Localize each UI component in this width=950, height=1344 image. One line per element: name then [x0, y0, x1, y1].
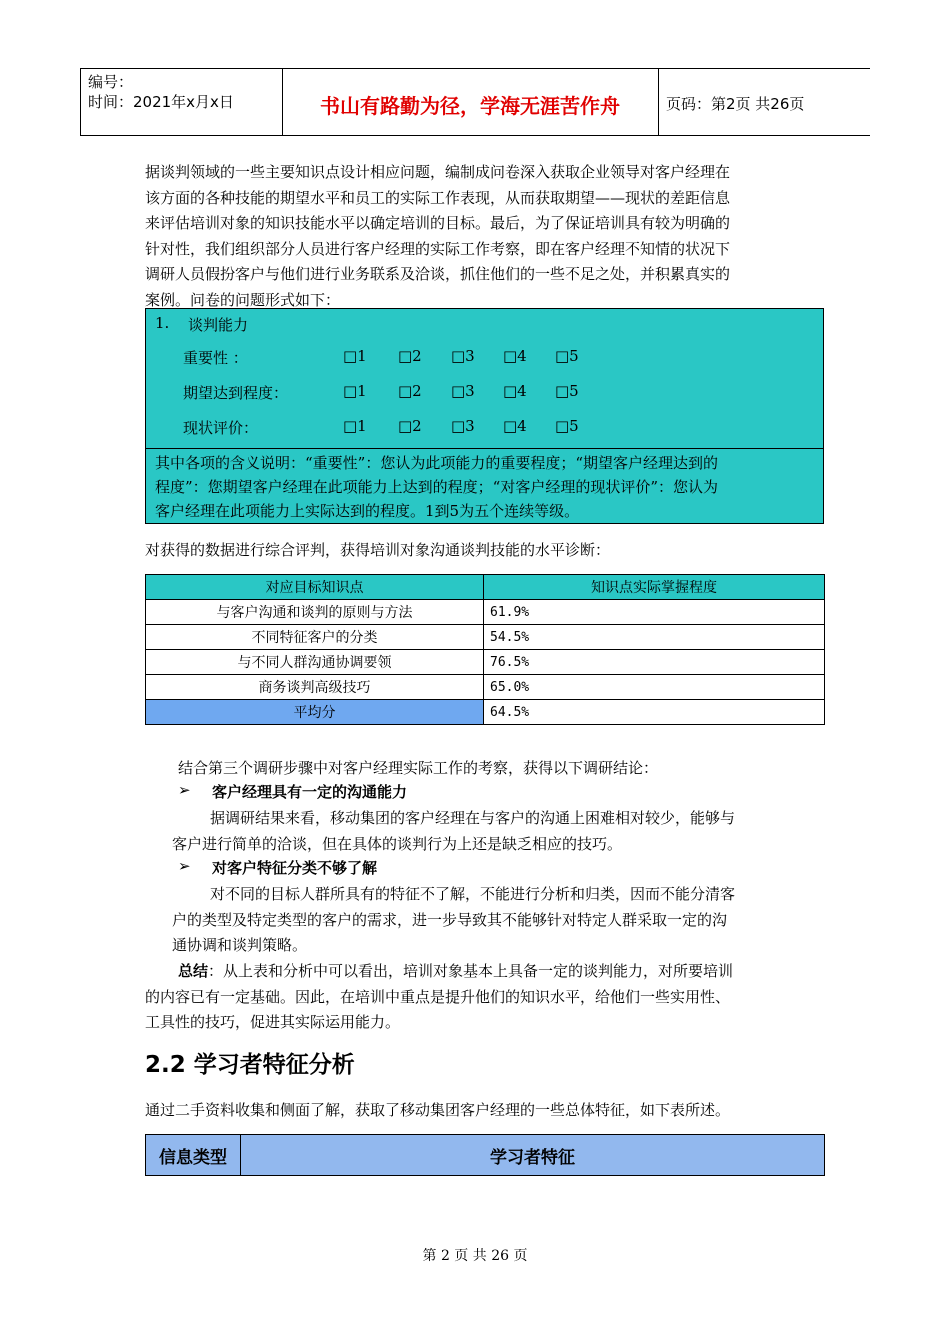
header-divider	[80, 69, 81, 135]
table-cell: 76.5%	[484, 650, 825, 675]
survey-row-label: 现状评价：	[183, 419, 259, 437]
arrow-bullet-icon: ➢	[178, 857, 191, 875]
checkbox-option[interactable]: □5	[555, 382, 579, 400]
header-page-label: 页码：第2页 共26页	[666, 95, 805, 113]
checkbox-option[interactable]: □3	[451, 347, 475, 365]
table-cell: 不同特征客户的分类	[146, 625, 484, 650]
header-bottom-rule	[80, 135, 870, 136]
table-cell: 平均分	[146, 700, 484, 725]
checkbox-option[interactable]: □4	[503, 382, 527, 400]
text-line: 案例。问卷的问题形式如下：	[145, 290, 341, 309]
checkbox-option[interactable]: □4	[503, 417, 527, 435]
checkbox-option[interactable]: □2	[398, 347, 422, 365]
point-body	[172, 882, 812, 959]
point-title: 对客户特征分类不够了解	[212, 859, 378, 877]
intro-paragraph	[145, 160, 825, 313]
point-body	[172, 806, 812, 857]
checkbox-option[interactable]: □2	[398, 417, 422, 435]
table-row	[146, 625, 825, 650]
conclusion-intro: 结合第三个调研步骤中对客户经理实际工作的考察，获得以下调研结论：	[178, 759, 659, 777]
number-label: 编号：	[88, 73, 134, 91]
checkbox-option[interactable]: □5	[555, 417, 579, 435]
text-line: 户的类型及特定类型的客户的需求，进一步导致其不能够针对特定人群采取一定的沟	[172, 910, 728, 929]
survey-divider	[146, 448, 823, 449]
survey-row-label: 期望达到程度：	[183, 384, 289, 402]
table-header-cell: 信息类型	[146, 1135, 241, 1176]
table-cell: 61.9%	[484, 600, 825, 625]
table-header-cell: 学习者特征	[241, 1135, 825, 1176]
section-heading: 2.2 学习者特征分析	[145, 1052, 355, 1078]
checkbox-option[interactable]: □1	[343, 347, 367, 365]
checkbox-option[interactable]: □3	[451, 417, 475, 435]
table-header-cell: 知识点实际掌握程度	[484, 575, 825, 600]
checkbox-option[interactable]: □3	[451, 382, 475, 400]
table-header-row	[146, 1135, 825, 1176]
survey-note	[155, 451, 817, 523]
score-table	[145, 574, 825, 725]
text-line: 客户进行简单的洽谈，但在具体的谈判行为上还是缺乏相应的技巧。	[172, 834, 623, 853]
text-line: 客户经理在此项能力上实际达到的程度。1到5为五个连续等级。	[155, 502, 580, 520]
text-line: 通协调和谈判策略。	[172, 936, 308, 954]
page-footer: 第 2 页 共 26 页	[422, 1248, 528, 1264]
table-cell: 商务谈判高级技巧	[146, 675, 484, 700]
checkbox-option[interactable]: □2	[398, 382, 422, 400]
text-line: 据调研结果来看，移动集团的客户经理在与客户的沟通上困难相对较少，能够与	[210, 809, 736, 827]
section-intro: 通过二手资料收集和侧面了解，获取了移动集团客户经理的一些总体特征，如下表所述。	[145, 1101, 731, 1119]
table-cell: 64.5%	[484, 700, 825, 725]
checkbox-option[interactable]: □4	[503, 347, 527, 365]
survey-row-label: 重要性 ：	[183, 349, 248, 367]
text-line: 的内容已有一定基础。因此，在培训中重点是提升他们的知识水平，给他们一些实用性、	[145, 987, 731, 1006]
text-line: 工具性的技巧，促进其实际运用能力。	[145, 1013, 401, 1031]
summary-paragraph	[145, 959, 825, 1036]
learner-info-table	[145, 1134, 825, 1176]
checkbox-option[interactable]: □5	[555, 347, 579, 365]
table-cell: 与客户沟通和谈判的原则与方法	[146, 600, 484, 625]
text-line: 针对性，我们组织部分人员进行客户经理的实际工作考察，即在客户经理不知情的状况下	[145, 239, 731, 258]
table-row	[146, 600, 825, 625]
point-title: 客户经理具有一定的沟通能力	[212, 783, 408, 801]
summary-label: 总结	[178, 962, 209, 980]
header-divider	[658, 69, 659, 135]
survey-title: 谈判能力	[188, 316, 249, 334]
text-line: 据谈判领域的一些主要知识点设计相应问题，编制成问卷深入获取企业领导对客户经理在	[145, 163, 731, 181]
table-header-row	[146, 575, 825, 600]
text-line: 对不同的目标人群所具有的特征不了解，不能进行分析和归类，因而不能分清客	[210, 885, 736, 903]
text-line: 其中各项的含义说明：“重要性”：您认为此项能力的重要程度；“期望客户经理达到的	[155, 454, 719, 472]
text-line: 调研人员假扮客户与他们进行业务联系及洽谈，抓住他们的一些不足之处，并积累真实的	[145, 265, 731, 283]
survey-box	[145, 308, 824, 524]
checkbox-option[interactable]: □1	[343, 382, 367, 400]
text-line: ：从上表和分析中可以看出，培训对象基本上具备一定的谈判能力，对所要培训	[208, 962, 734, 980]
time-label: 时间：2021年x月x日	[88, 93, 234, 111]
text-line: 程度”：您期望客户经理在此项能力上达到的程度；“对客户经理的现状评价”：您认为	[155, 478, 719, 496]
header-meta	[88, 72, 234, 112]
arrow-bullet-icon: ➢	[178, 781, 191, 799]
table-row-average	[146, 700, 825, 725]
table-header-cell: 对应目标知识点	[146, 575, 484, 600]
table-cell: 与不同人群沟通协调要领	[146, 650, 484, 675]
score-intro: 对获得的数据进行综合评判，获得培训对象沟通谈判技能的水平诊断：	[145, 541, 611, 559]
checkbox-option[interactable]: □1	[343, 417, 367, 435]
text-line: 来评估培训对象的知识技能水平以确定培训的目标。最后，为了保证培训具有较为明确的	[145, 214, 731, 232]
table-cell: 65.0%	[484, 675, 825, 700]
table-row	[146, 650, 825, 675]
header-motto: 书山有路勤为径，学海无涯苦作舟	[320, 94, 620, 118]
header-top-rule	[80, 68, 870, 69]
table-row	[146, 675, 825, 700]
table-cell: 54.5%	[484, 625, 825, 650]
survey-title-num: 1.	[155, 314, 170, 332]
text-line: 该方面的各种技能的期望水平和员工的实际工作表现，从而获取期望——现状的差距信息	[145, 188, 731, 207]
